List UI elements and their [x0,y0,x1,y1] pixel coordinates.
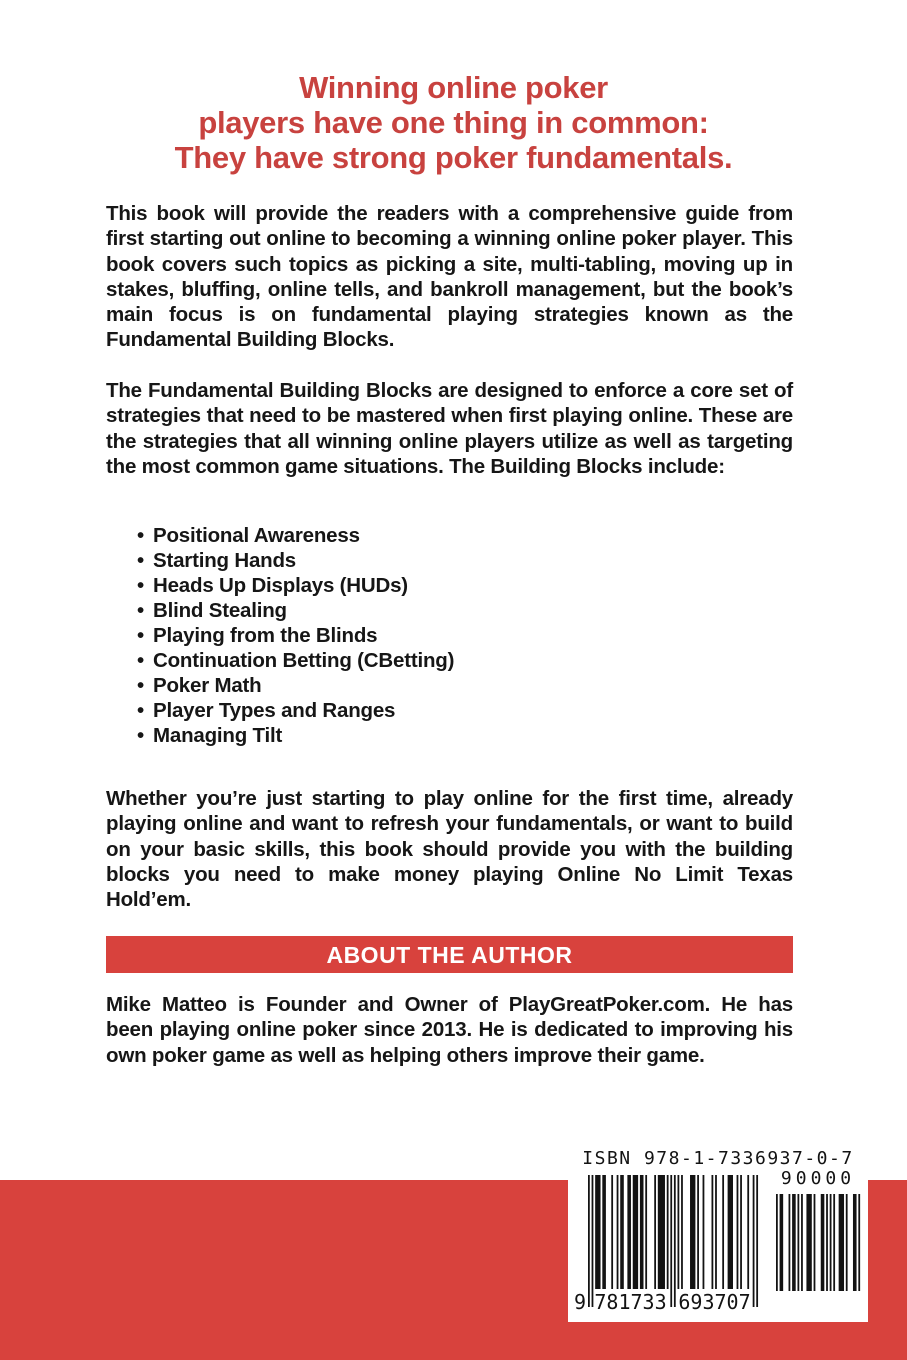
list-item: • Heads Up Displays (HUDs) [106,573,793,598]
headline [0,70,907,175]
about-author-banner [106,936,793,973]
list-item: • Poker Math [106,673,793,698]
barcode-panel [568,1142,868,1322]
list-item: • Starting Hands [106,548,793,573]
closing-paragraph: Whether you’re just starting to play online for the first time, already playing online and want to refresh your fundamentals, or want to build on your basic skills, this book should provide you with the building blocks you need to make money playing Online No Limit Texas Hold’em. [106,787,793,912]
barcode-digit-left: 9 [573,1290,587,1314]
building-blocks-list [106,523,793,748]
list-item: • Player Types and Ranges [106,698,793,723]
headline-line-1: Winning online poker [299,70,608,105]
headline-line-2: players have one thing in common: [198,105,709,140]
about-author-banner-label: ABOUT THE AUTHOR [326,942,573,968]
barcode-addon-label: 90000 [780,1168,856,1189]
barcode-digits-group1: 781733 [594,1290,667,1314]
author-bio: Mike Matteo is Founder and Owner of PlayGreatPoker.com. He has been playing online poker since 2013. He is dedicated to improving his own poker game as well as helping others improve their game. [106,993,793,1067]
list-item: • Positional Awareness [106,523,793,548]
headline-line-3: They have strong poker fundamentals. [174,140,733,175]
list-item: • Managing Tilt [106,723,793,748]
list-item: • Playing from the Blinds [106,623,793,648]
list-item: • Continuation Betting (CBetting) [106,648,793,673]
list-item: • Blind Stealing [106,598,793,623]
building-blocks-paragraph: The Fundamental Building Blocks are designed to enforce a core set of strategies that need to be mastered when first playing online. These are the strategies that all winning online players utilize as well as targeting the most common game situations. The Building Blocks include: [106,379,793,478]
barcode-digits-group2: 693707 [678,1290,751,1314]
isbn-label: ISBN 978-1-7336937-0-7 [582,1148,854,1169]
ean13-barcode [588,1175,759,1307]
intro-paragraph: This book will provide the readers with a comprehensive guide from first starting out online to becoming a winning online poker player. This book covers such topics as picking a site, multi-tabling, moving up in stakes, bluffing, online tells, and bankroll management, but the book’s main focus is on fundamental playing strategies known as the Fundamental Building Blocks. [106,202,793,352]
ean5-addon-barcode [776,1194,861,1291]
